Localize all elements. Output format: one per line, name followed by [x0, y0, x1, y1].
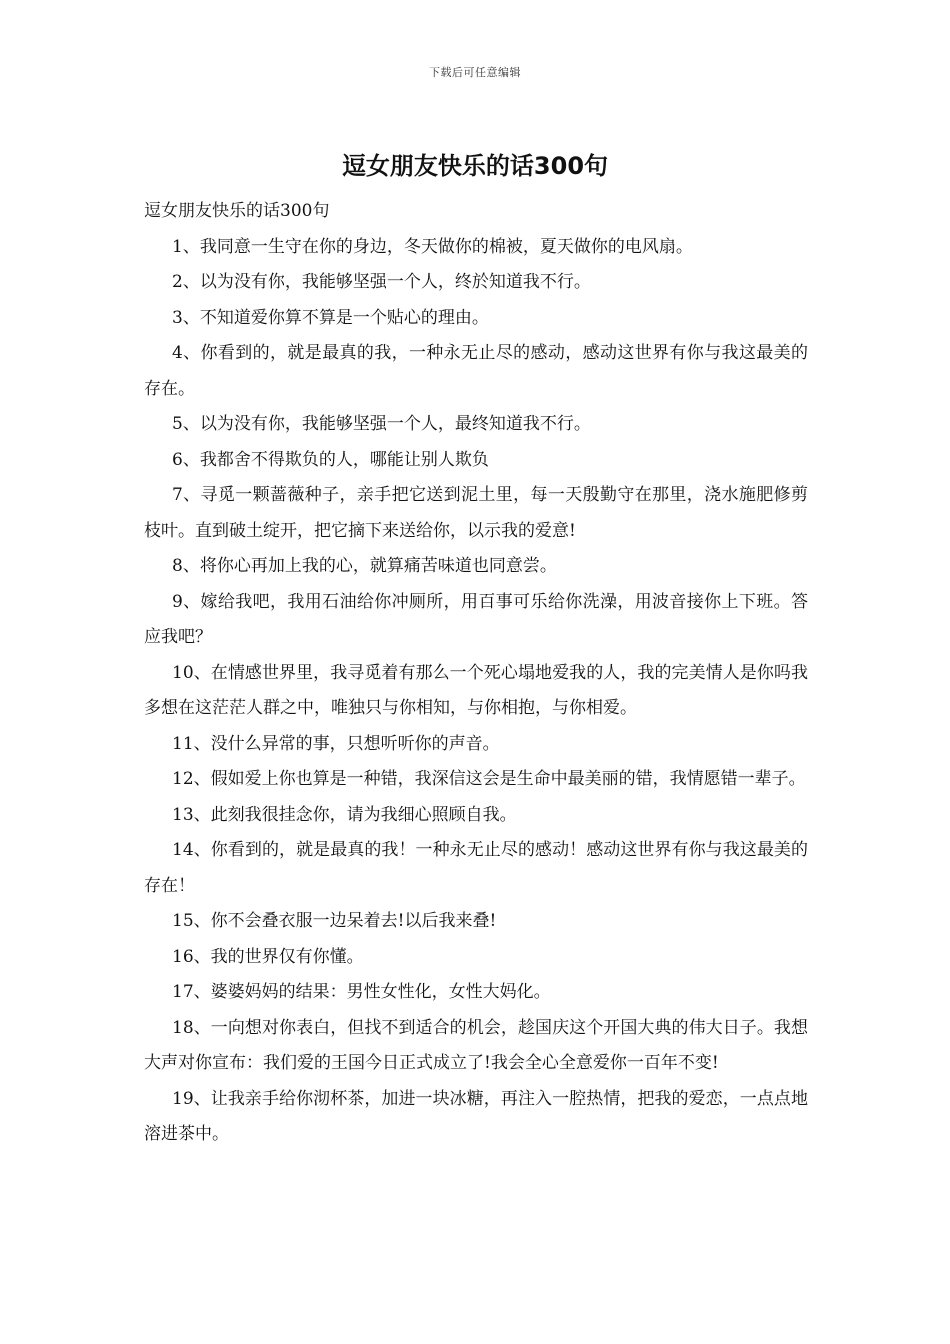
list-item: 4、你看到的，就是最真的我，一种永无止尽的感动，感动这世界有你与我这最美的存在。	[144, 343, 808, 399]
list-item: 11、没什么异常的事，只想听听你的声音。	[172, 733, 500, 754]
list-item: 5、以为没有你，我能够坚强一个人，最终知道我不行。	[172, 414, 591, 434]
list-item: 12、假如爱上你也算是一种错，我深信这会是生命中最美丽的错，我情愿错一辈子。	[172, 769, 806, 789]
list-item: 18、一向想对你表白，但找不到适合的机会，趁国庆这个开国大典的伟大日子。我想大声对你宣布：我们爱的王国今日正式成立了!我会全心全意爱你一百年不变!	[144, 1017, 808, 1073]
document-title: 逗女朋友快乐的话300句	[341, 152, 609, 180]
document-body	[144, 194, 808, 1153]
list-item: 14、你看到的，就是最真的我！一种永无止尽的感动！感动这世界有你与我这最美的存在！	[144, 840, 808, 896]
header-note: 下载后可任意编辑	[429, 66, 521, 79]
list-item: 10、在情感世界里，我寻觅着有那么一个死心塌地爱我的人，我的完美情人是你吗我多想在这茫茫人群之中，唯独只与你相知，与你相抱，与你相爱。	[144, 662, 808, 718]
list-item: 6、我都舍不得欺负的人，哪能让别人欺负	[172, 449, 489, 470]
list-item: 9、嫁给我吧，我用石油给你冲厕所，用百事可乐给你洗澡，用波音接你上下班。答应我吧？	[144, 591, 808, 647]
list-item: 8、将你心再加上我的心，就算痛苦味道也同意尝。	[172, 556, 557, 576]
list-item: 1、我同意一生守在你的身边，冬天做你的棉被，夏天做你的电风扇。	[172, 236, 693, 257]
list-item: 7、寻觅一颗蔷薇种子，亲手把它送到泥土里，每一天殷勤守在那里，浇水施肥修剪枝叶。直到破土绽开，把它摘下来送给你，以示我的爱意!	[144, 485, 808, 541]
list-item: 3、不知道爱你算不算是一个贴心的理由。	[172, 307, 489, 328]
list-item: 16、我的世界仅有你懂。	[172, 946, 364, 967]
list-item: 19、让我亲手给你沏杯茶，加进一块冰糖，再注入一腔热情，把我的爱恋，一点点地溶进茶中。	[144, 1088, 808, 1144]
list-item: 17、婆婆妈妈的结果：男性女性化，女性大妈化。	[172, 982, 551, 1002]
list-item: 2、以为没有你，我能够坚强一个人，终於知道我不行。	[172, 272, 591, 292]
list-item: 15、你不会叠衣服一边呆着去!以后我来叠!	[172, 911, 497, 931]
intro-line: 逗女朋友快乐的话300句	[144, 201, 330, 221]
list-item: 13、此刻我很挂念你，请为我细心照顾自我。	[172, 804, 517, 825]
